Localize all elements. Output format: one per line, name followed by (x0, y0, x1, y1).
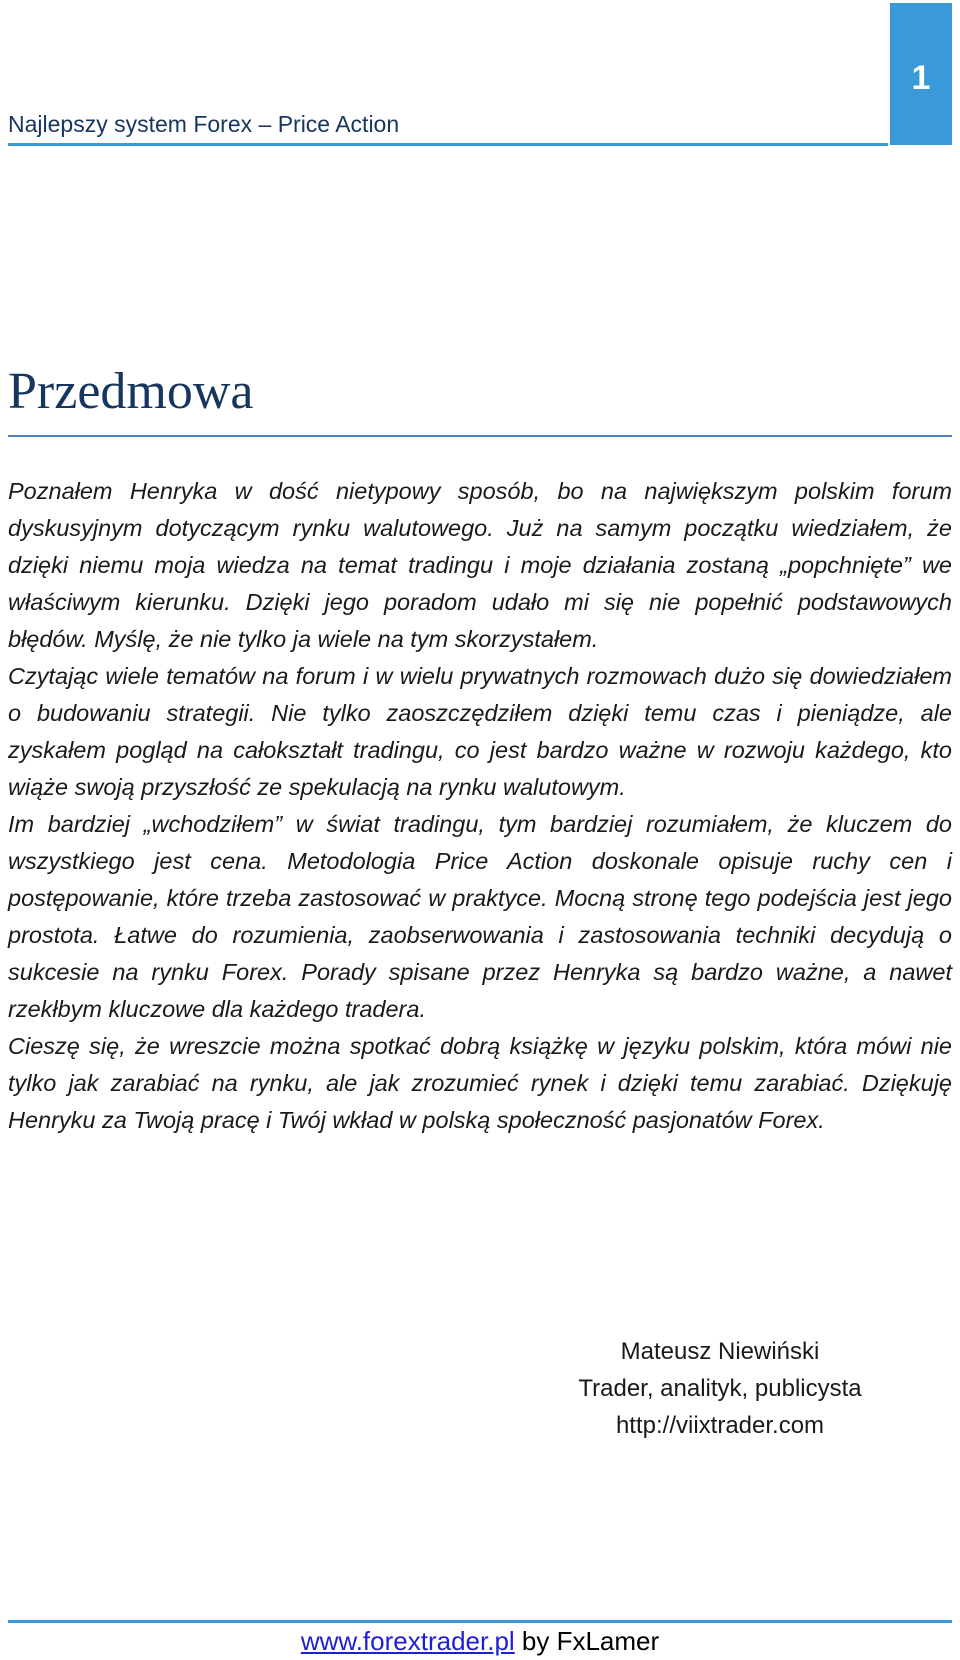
footer-link[interactable]: www.forextrader.pl (300, 1626, 515, 1656)
paragraph: Czytając wiele tematów na forum i w wielu prywatnych rozmowach dużo się dowiedziałem o budowaniu strategii. Nie tylko zaoszczędziłem dzięki temu czas i pieniądze, ale zyskałem pogląd na całokształt tradingu, co jest bardzo ważne w rozwoju każdego, kto wiąże swoją przyszłość ze spekulacją na rynku walutowym. (8, 663, 952, 800)
page-footer (0, 1626, 960, 1657)
footer-divider (8, 1620, 952, 1623)
page-number-badge (890, 3, 952, 145)
page-number: 1 (911, 59, 931, 97)
preface-body (8, 473, 952, 1139)
header-divider (8, 143, 888, 146)
title-divider (8, 435, 952, 437)
paragraph: Poznałem Henryka w dość nietypowy sposób, bo na największym polskim forum dyskusyjnym dotyczącym rynku walutowego. Już na samym początku wiedziałem, że dzięki niemu moja wiedza na temat tradingu i moje działania zostaną „popchnięte” we właściwym kierunku. Dzięki jego poradom udało mi się nie popełnić podstawowych błędów. Myślę, że nie tylko ja wiele na tym skorzystałem. (8, 478, 952, 652)
paragraph: Im bardziej „wchodziłem” w świat tradingu, tym bardziej rozumiałem, że kluczem do wszystkiego jest cena. Metodologia Price Action doskonale opisuje ruchy cen i postępowanie, które trzeba zastosować w praktyce. Mocną stronę tego podejścia jest jego prostota. Łatwe do rozumienia, zaobserwowania i zastosowania techniki decydują o sukcesie na rynku Forex. Porady spisane przez Henryka są bardzo ważne, a nawet rzekłbym kluczowe dla każdego tradera. (8, 811, 952, 1022)
running-header-title: Najlepszy system Forex – Price Action (8, 111, 400, 137)
author-role: Trader, analityk, publicysta (578, 1375, 862, 1402)
signature-block (540, 1333, 900, 1444)
footer-suffix: by FxLamer (514, 1626, 660, 1656)
paragraph: Cieszę się, że wreszcie można spotkać dobrą książkę w języku polskim, która mówi nie tylko jak zarabiać na rynku, ale jak zrozumieć rynek i dzięki temu zarabiać. Dziękuję Henryku za Twoją pracę i Twój wkład w polską społeczność pasjonatów Forex. (8, 1033, 952, 1133)
chapter-title: Przedmowa (8, 363, 254, 420)
author-url[interactable]: http://viixtrader.com (615, 1412, 825, 1439)
author-name: Mateusz Niewiński (620, 1338, 820, 1365)
